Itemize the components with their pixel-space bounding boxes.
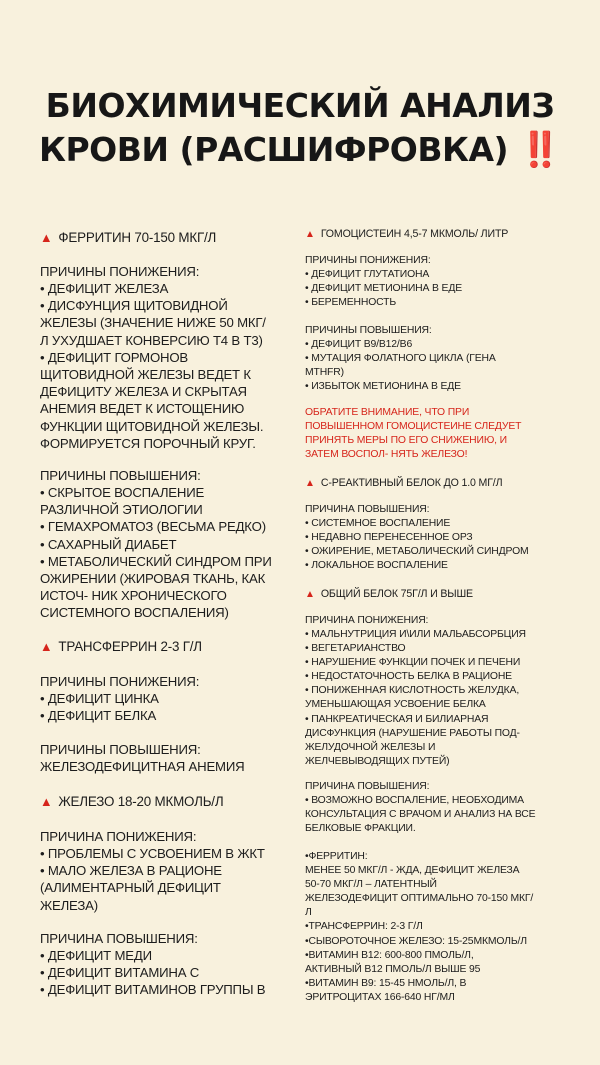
transferrin-low-label: ПРИЧИНЫ ПОНИЖЕНИЯ:: [40, 674, 200, 689]
list-line: •СЫВОРОТОЧНОЕ ЖЕЛЕЗО: 15-25МКМОЛЬ/Л: [305, 935, 527, 947]
list-line: ЖЕЛЕЗА): [40, 897, 98, 913]
homocysteine-high-list: [305, 338, 496, 394]
list-line: MTHFR): [305, 367, 344, 379]
list-line: • СИСТЕМНОЕ ВОСПАЛЕНИЕ: [305, 518, 451, 529]
ferritin-low-label: ПРИЧИНЫ ПОНИЖЕНИЯ:: [40, 264, 200, 279]
list-line: ОБРАТИТЕ ВНИМАНИЕ, ЧТО ПРИ: [305, 407, 470, 418]
list-line: • ДЕФИЦИТ МЕТИОНИНА В ЕДЕ: [305, 283, 462, 295]
list-line: ДЕФИЦИТУ ЖЕЛЕЗА И СКРЫТАЯ: [40, 384, 247, 400]
iron-low-list: [40, 845, 265, 914]
list-line: • ВЕГЕТАРИАНСТВО: [305, 643, 406, 655]
transferrin-heading: ▲ ТРАНСФЕРРИН 2-3 Г/Л: [40, 639, 202, 654]
list-line: (АЛИМЕНТАРНЫЙ ДЕФИЦИТ: [40, 880, 221, 896]
list-line: • САХАРНЫЙ ДИАБЕТ: [40, 536, 177, 552]
iron-high-list: [40, 947, 265, 999]
list-line: БЕЛКОВЫЕ ФРАКЦИИ.: [305, 823, 416, 835]
iron-heading: ▲ ЖЕЛЕЗО 18-20 МКМОЛЬ/Л: [40, 794, 224, 809]
ferritin-low-list: [40, 280, 266, 452]
transferrin-low-list: [40, 690, 159, 724]
list-line: ПОВЫШЕННОМ ГОМОЦИСТЕИНЕ СЛЕДУЕТ: [305, 421, 522, 433]
protein-high-label: ПРИЧИНА ПОВЫШЕНИЯ:: [305, 781, 430, 792]
list-line: ЖЕЛУДОЧНОЙ ЖЕЛЕЗЫ И: [305, 741, 436, 753]
list-line: ОЖИРЕНИИ (ЖИРОВАЯ ТКАНЬ, КАК: [40, 571, 266, 587]
list-line: • ДЕФИЦИТ В9/В12/В6: [305, 339, 413, 350]
protein-low-list: [305, 628, 526, 769]
title-line-2-text: КРОВИ (РАСШИФРОВКА): [39, 130, 509, 169]
list-line: КОНСУЛЬТАЦИЯ С ВРАЧОМ И АНАЛИЗ НА ВСЕ: [305, 809, 536, 821]
list-line: ЗАТЕМ ВОСПОЛ- НЯТЬ ЖЕЛЕЗО!: [305, 449, 468, 461]
warning-triangle-icon: ▲: [305, 589, 315, 600]
ferritin-high-label: ПРИЧИНЫ ПОВЫШЕНИЯ:: [40, 468, 201, 483]
protein-heading: ▲ ОБЩИЙ БЕЛОК 75Г/Л И ВЫШЕ: [305, 587, 473, 602]
double-exclamation-icon: ‼️: [519, 130, 561, 170]
list-line: •ТРАНСФЕРРИН: 2-3 Г/Л: [305, 921, 423, 933]
list-line: • БЕРЕМЕННОСТЬ: [305, 297, 397, 309]
list-line: • ДЕФИЦИТ ЖЕЛЕЗА: [40, 281, 169, 296]
title-line-1: БИОХИМИЧЕСКИЙ АНАЛИЗ: [45, 86, 555, 125]
list-line: ЖЕЛЧЕВЫВОДЯЩИХ ПУТЕЙ): [305, 755, 450, 767]
list-line: • НЕДАВНО ПЕРЕНЕСЕННОЕ ОРЗ: [305, 532, 473, 544]
list-line: ЖЕЛЕЗОДЕФИЦИТНАЯ АНЕМИЯ: [40, 759, 245, 774]
warning-triangle-icon: ▲: [305, 478, 315, 489]
list-line: • ДЕФИЦИТ ВИТАМИНОВ ГРУППЫ В: [40, 982, 266, 998]
homocysteine-high-label: ПРИЧИНЫ ПОВЫШЕНИЯ:: [305, 325, 432, 336]
list-line: • ДЕФИЦИТ ГОРМОНОВ: [40, 349, 188, 365]
transferrin-high-label: ПРИЧИНЫ ПОВЫШЕНИЯ:: [40, 742, 201, 757]
list-line: Л: [305, 907, 312, 919]
transferrin-high-list: [40, 758, 244, 775]
ferritin-high-list: [40, 484, 272, 622]
list-line: • ДЕФИЦИТ БЕЛКА: [40, 708, 157, 724]
list-line: ЖЕЛЕЗЫ (ЗНАЧЕНИЕ НИЖЕ 50 МКГ/: [40, 315, 266, 331]
list-line: АКТИВНЫЙ В12 ПМОЛЬ/Л ВЫШЕ 95: [305, 963, 481, 975]
warning-triangle-icon: ▲: [40, 639, 53, 654]
list-line: Л УХУДШАЕТ КОНВЕРСИЮ Т4 В Т3): [40, 332, 263, 348]
list-line: АНЕМИЯ ВЕДЕТ К ИСТОЩЕНИЮ: [40, 401, 245, 417]
list-line: • ДЕФИЦИТ МЕДИ: [40, 948, 152, 963]
list-line: ФОРМИРУЕТСЯ ПОРОЧНЫЙ КРУГ.: [40, 435, 256, 451]
crp-high-label: ПРИЧИНА ПОВЫШЕНИЯ:: [305, 504, 430, 515]
list-line: • ГЕМАХРОМАТОЗ (ВЕСЬМА РЕДКО): [40, 519, 266, 535]
list-line: ЩИТОВИДНОЙ ЖЕЛЕЗЫ ВЕДЕТ К: [40, 367, 251, 383]
list-line: СИСТЕМНОГО ВОСПАЛЕНИЯ): [40, 605, 229, 621]
title-line-2: [0, 128, 600, 172]
list-line: •ВИТАМИН В12: 600-800 ПМОЛЬ/Л,: [305, 949, 474, 961]
list-line: • ДЕФИЦИТ ЦИНКА: [40, 691, 159, 706]
list-line: • НАРУШЕНИЕ ФУНКЦИИ ПОЧЕК И ПЕЧЕНИ: [305, 657, 521, 669]
warning-triangle-icon: ▲: [40, 230, 53, 245]
homocysteine-warning: [305, 406, 521, 462]
list-line: • СКРЫТОЕ ВОСПАЛЕНИЕ: [40, 485, 205, 500]
crp-heading: ▲ С-РЕАКТИВНЫЙ БЕЛОК ДО 1.0 МГ/Л: [305, 476, 502, 491]
list-line: • ДЕФИЦИТ ВИТАМИНА С: [40, 965, 200, 981]
list-line: •ВИТАМИН В9: 15-45 НМОЛЬ/Л, В: [305, 977, 467, 989]
list-line: ЭРИТРОЦИТАХ 166-640 НГ/МЛ: [305, 991, 455, 1003]
homocysteine-low-list: [305, 268, 462, 310]
list-line: •ФЕРРИТИН:: [305, 851, 368, 862]
list-line: • ПРОБЛЕМЫ С УСВОЕНИЕМ В ЖКТ: [40, 846, 265, 861]
list-line: ДИСФУНКЦИЯ (НАРУШЕНИЕ РАБОТЫ ПОД-: [305, 727, 520, 739]
list-line: • ИЗБЫТОК МЕТИОНИНА В ЕДЕ: [305, 381, 461, 393]
list-line: • ДЕФИЦИТ ГЛУТАТИОНА: [305, 269, 430, 280]
iron-high-label: ПРИЧИНА ПОВЫШЕНИЯ:: [40, 931, 198, 946]
list-line: • ДИСФУНЦИЯ ЩИТОВИДНОЙ: [40, 298, 228, 314]
iron-low-label: ПРИЧИНА ПОНИЖЕНИЯ:: [40, 829, 197, 844]
list-line: • ЛОКАЛЬНОЕ ВОСПАЛЕНИЕ: [305, 560, 448, 572]
page-title: [0, 84, 600, 172]
list-line: МЕНЕЕ 50 МКГ/Л - ЖДА, ДЕФИЦИТ ЖЕЛЕЗА: [305, 865, 520, 877]
list-line: ЖЕЛЕЗОДЕФИЦИТ ОПТИМАЛЬНО 70-150 МКГ/: [305, 893, 534, 905]
list-line: • МЕТАБОЛИЧЕСКИЙ СИНДРОМ ПРИ: [40, 553, 272, 569]
list-line: • ОЖИРЕНИЕ, МЕТАБОЛИЧЕСКИЙ СИНДРОМ: [305, 546, 529, 558]
list-line: ИСТОЧ- НИК ХРОНИЧЕСКОГО: [40, 588, 227, 604]
list-line: • ПАНКРЕАТИЧЕСКАЯ И БИЛИАРНАЯ: [305, 713, 489, 725]
warning-triangle-icon: ▲: [305, 229, 315, 240]
list-line: • МУТАЦИЯ ФОЛАТНОГО ЦИКЛА (ГЕНА: [305, 353, 496, 365]
list-line: • МАЛЬНУТРИЦИЯ И\ИЛИ МАЛЬАБСОРБЦИЯ: [305, 629, 526, 640]
list-line: • НЕДОСТАТОЧНОСТЬ БЕЛКА В РАЦИОНЕ: [305, 671, 512, 683]
list-line: ПРИНЯТЬ МЕРЫ ПО ЕГО СНИЖЕНИЮ, И: [305, 435, 507, 447]
crp-high-list: [305, 517, 529, 573]
list-line: ФУНКЦИИ ЩИТОВИДНОЙ ЖЕЛЕЗЫ.: [40, 418, 264, 434]
protein-high-list: [305, 794, 535, 836]
list-line: УМЕНЬШАЮЩАЯ УСВОЕНИЕ БЕЛКА: [305, 699, 486, 711]
list-line: • МАЛО ЖЕЛЕЗА В РАЦИОНЕ: [40, 863, 222, 879]
reference-summary: [305, 850, 533, 1005]
list-line: • ВОЗМОЖНО ВОСПАЛЕНИЕ, НЕОБХОДИМА: [305, 795, 524, 806]
list-line: 50-70 МКГ/Л – ЛАТЕНТНЫЙ: [305, 879, 437, 891]
warning-triangle-icon: ▲: [40, 794, 53, 809]
protein-low-label: ПРИЧИНА ПОНИЖЕНИЯ:: [305, 615, 429, 626]
homocysteine-heading: ▲ ГОМОЦИСТЕИН 4,5-7 МКМОЛЬ/ ЛИТР: [305, 227, 508, 242]
list-line: РАЗЛИЧНОЙ ЭТИОЛОГИИ: [40, 502, 203, 518]
homocysteine-low-label: ПРИЧИНЫ ПОНИЖЕНИЯ:: [305, 255, 431, 266]
ferritin-heading: ▲ ФЕРРИТИН 70-150 МКГ/Л: [40, 230, 217, 245]
list-line: • ПОНИЖЕННАЯ КИСЛОТНОСТЬ ЖЕЛУДКА,: [305, 685, 520, 697]
